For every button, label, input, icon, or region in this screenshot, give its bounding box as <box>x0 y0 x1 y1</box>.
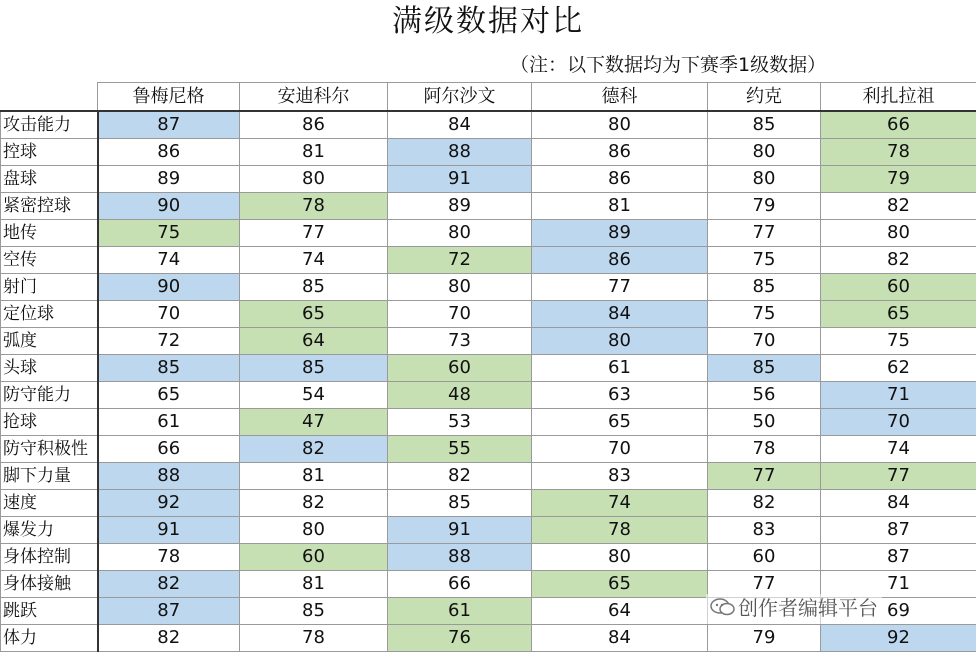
stat-cell: 80 <box>240 166 388 193</box>
stat-cell: 75 <box>98 220 240 247</box>
stat-cell: 75 <box>708 247 821 274</box>
stat-cell: 63 <box>532 382 708 409</box>
stats-table <box>0 82 976 652</box>
stat-cell: 70 <box>708 328 821 355</box>
stat-cell: 62 <box>821 355 976 382</box>
stat-cell: 83 <box>708 517 821 544</box>
stat-cell: 88 <box>388 139 532 166</box>
page-title: 满级数据对比 <box>392 4 584 39</box>
stat-cell: 61 <box>532 355 708 382</box>
stat-cell: 86 <box>532 166 708 193</box>
table-row <box>1 328 976 355</box>
stat-cell: 70 <box>532 436 708 463</box>
stat-cell: 61 <box>98 409 240 436</box>
stat-cell: 80 <box>388 220 532 247</box>
stat-cell: 86 <box>532 139 708 166</box>
stat-cell: 92 <box>98 490 240 517</box>
stat-cell: 60 <box>821 274 976 301</box>
stat-cell: 88 <box>98 463 240 490</box>
stat-cell: 65 <box>532 409 708 436</box>
stat-cell: 64 <box>532 598 708 625</box>
stat-cell: 72 <box>98 328 240 355</box>
column-header: 德科 <box>532 83 708 112</box>
row-label: 速度 <box>1 490 98 517</box>
stat-cell: 66 <box>821 111 976 139</box>
stat-cell: 85 <box>98 355 240 382</box>
stat-cell: 90 <box>98 274 240 301</box>
stat-cell: 77 <box>532 274 708 301</box>
stat-cell: 85 <box>708 355 821 382</box>
stat-cell: 65 <box>821 301 976 328</box>
stat-cell: 54 <box>240 382 388 409</box>
stat-cell: 80 <box>388 274 532 301</box>
row-label: 抢球 <box>1 409 98 436</box>
stat-cell: 85 <box>708 111 821 139</box>
stat-cell: 79 <box>821 166 976 193</box>
stat-cell: 70 <box>821 409 976 436</box>
watermark-text: 创作者编辑平台 <box>738 596 878 620</box>
stat-cell: 92 <box>821 625 976 652</box>
stat-cell: 82 <box>240 490 388 517</box>
table-row <box>1 436 976 463</box>
stat-cell: 64 <box>240 328 388 355</box>
stat-cell: 77 <box>708 571 821 598</box>
stat-cell: 75 <box>708 301 821 328</box>
row-label: 体力 <box>1 625 98 652</box>
stat-cell: 79 <box>708 193 821 220</box>
stat-cell: 90 <box>98 193 240 220</box>
stat-cell: 89 <box>532 220 708 247</box>
table-row <box>1 274 976 301</box>
table-row <box>1 490 976 517</box>
column-header: 安迪科尔 <box>240 83 388 112</box>
stat-cell: 82 <box>98 625 240 652</box>
column-header: 阿尔沙文 <box>388 83 532 112</box>
stat-cell: 77 <box>708 463 821 490</box>
stat-cell: 66 <box>98 436 240 463</box>
stat-cell: 91 <box>388 517 532 544</box>
stat-cell: 82 <box>821 193 976 220</box>
stat-cell: 80 <box>821 220 976 247</box>
stat-cell: 82 <box>98 571 240 598</box>
stat-cell: 81 <box>532 193 708 220</box>
row-label: 防守能力 <box>1 382 98 409</box>
table-note: （注：以下数据均为下赛季1级数据） <box>510 54 827 76</box>
row-label: 防守积极性 <box>1 436 98 463</box>
stat-cell: 82 <box>821 247 976 274</box>
stat-cell: 73 <box>388 328 532 355</box>
stat-cell: 81 <box>240 571 388 598</box>
table-row <box>1 544 976 571</box>
column-header: 鲁梅尼格 <box>98 83 240 112</box>
stat-cell: 84 <box>532 625 708 652</box>
stat-cell: 82 <box>240 436 388 463</box>
stat-cell: 72 <box>388 247 532 274</box>
stat-cell: 85 <box>388 490 532 517</box>
stat-cell: 84 <box>532 301 708 328</box>
stat-cell: 47 <box>240 409 388 436</box>
stat-cell: 78 <box>821 139 976 166</box>
column-header: 利扎拉祖 <box>821 83 976 112</box>
stat-cell: 60 <box>240 544 388 571</box>
stat-cell: 86 <box>98 139 240 166</box>
stat-cell: 78 <box>532 517 708 544</box>
header-row <box>1 83 976 112</box>
stat-cell: 80 <box>532 544 708 571</box>
table-row <box>1 166 976 193</box>
stat-cell: 79 <box>708 625 821 652</box>
chat-bubble-icon <box>710 596 736 624</box>
row-label: 控球 <box>1 139 98 166</box>
stat-cell: 60 <box>388 355 532 382</box>
table-row <box>1 111 976 139</box>
row-label: 射门 <box>1 274 98 301</box>
stat-cell: 70 <box>388 301 532 328</box>
table-row <box>1 193 976 220</box>
stat-cell: 56 <box>708 382 821 409</box>
row-label: 定位球 <box>1 301 98 328</box>
stat-cell: 86 <box>532 247 708 274</box>
table-row <box>1 139 976 166</box>
row-label: 身体控制 <box>1 544 98 571</box>
stat-cell: 65 <box>240 301 388 328</box>
stat-cell: 77 <box>708 220 821 247</box>
stat-cell: 89 <box>388 193 532 220</box>
stat-cell: 80 <box>708 139 821 166</box>
stat-cell: 85 <box>708 274 821 301</box>
stat-cell: 84 <box>388 111 532 139</box>
row-label: 空传 <box>1 247 98 274</box>
stat-cell: 80 <box>708 166 821 193</box>
stat-cell: 80 <box>532 328 708 355</box>
stat-cell: 78 <box>240 625 388 652</box>
stat-cell: 82 <box>708 490 821 517</box>
stat-cell: 81 <box>240 139 388 166</box>
row-label: 脚下力量 <box>1 463 98 490</box>
table-row <box>1 382 976 409</box>
stat-cell: 74 <box>532 490 708 517</box>
row-label: 盘球 <box>1 166 98 193</box>
stat-cell: 82 <box>388 463 532 490</box>
stat-cell: 87 <box>98 598 240 625</box>
stat-cell: 76 <box>388 625 532 652</box>
stat-cell: 87 <box>98 111 240 139</box>
stat-cell: 65 <box>532 571 708 598</box>
table-row <box>1 220 976 247</box>
stat-cell: 87 <box>821 544 976 571</box>
stat-cell: 89 <box>98 166 240 193</box>
stat-cell: 83 <box>532 463 708 490</box>
stat-cell: 86 <box>240 111 388 139</box>
row-label: 身体接触 <box>1 571 98 598</box>
row-label: 紧密控球 <box>1 193 98 220</box>
stat-cell: 78 <box>240 193 388 220</box>
table-row <box>1 463 976 490</box>
stat-cell: 61 <box>388 598 532 625</box>
stat-cell: 80 <box>532 111 708 139</box>
stat-cell: 91 <box>98 517 240 544</box>
table-body <box>1 111 976 652</box>
stat-cell: 84 <box>821 490 976 517</box>
stat-cell: 91 <box>388 166 532 193</box>
row-label: 跳跃 <box>1 598 98 625</box>
stat-cell: 71 <box>821 571 976 598</box>
stat-cell: 60 <box>708 544 821 571</box>
stat-cell: 50 <box>708 409 821 436</box>
stat-cell: 85 <box>240 355 388 382</box>
stat-cell: 48 <box>388 382 532 409</box>
stat-cell: 88 <box>388 544 532 571</box>
stat-cell: 65 <box>98 382 240 409</box>
stat-cell: 81 <box>240 463 388 490</box>
table-row <box>1 247 976 274</box>
table-row <box>1 625 976 652</box>
stat-cell: 74 <box>98 247 240 274</box>
table-row <box>1 301 976 328</box>
row-label: 攻击能力 <box>1 111 98 139</box>
stat-cell: 71 <box>821 382 976 409</box>
stat-cell: 75 <box>821 328 976 355</box>
table-row <box>1 355 976 382</box>
row-label: 地传 <box>1 220 98 247</box>
stat-cell: 74 <box>240 247 388 274</box>
stat-cell: 77 <box>821 463 976 490</box>
row-label: 头球 <box>1 355 98 382</box>
row-label: 弧度 <box>1 328 98 355</box>
stat-cell: 70 <box>98 301 240 328</box>
stat-cell: 78 <box>708 436 821 463</box>
stat-cell: 55 <box>388 436 532 463</box>
row-label: 爆发力 <box>1 517 98 544</box>
stat-cell: 69 <box>821 598 976 625</box>
stat-cell: 77 <box>240 220 388 247</box>
corner-cell <box>1 83 98 112</box>
table-row <box>1 517 976 544</box>
stat-cell: 74 <box>821 436 976 463</box>
stat-cell: 53 <box>388 409 532 436</box>
stat-cell: 87 <box>821 517 976 544</box>
stat-cell: 80 <box>240 517 388 544</box>
stat-cell: 78 <box>98 544 240 571</box>
column-header: 约克 <box>708 83 821 112</box>
stat-cell: 85 <box>240 274 388 301</box>
table-row <box>1 409 976 436</box>
stat-cell: 85 <box>240 598 388 625</box>
watermark <box>706 594 882 624</box>
stat-cell: 66 <box>388 571 532 598</box>
